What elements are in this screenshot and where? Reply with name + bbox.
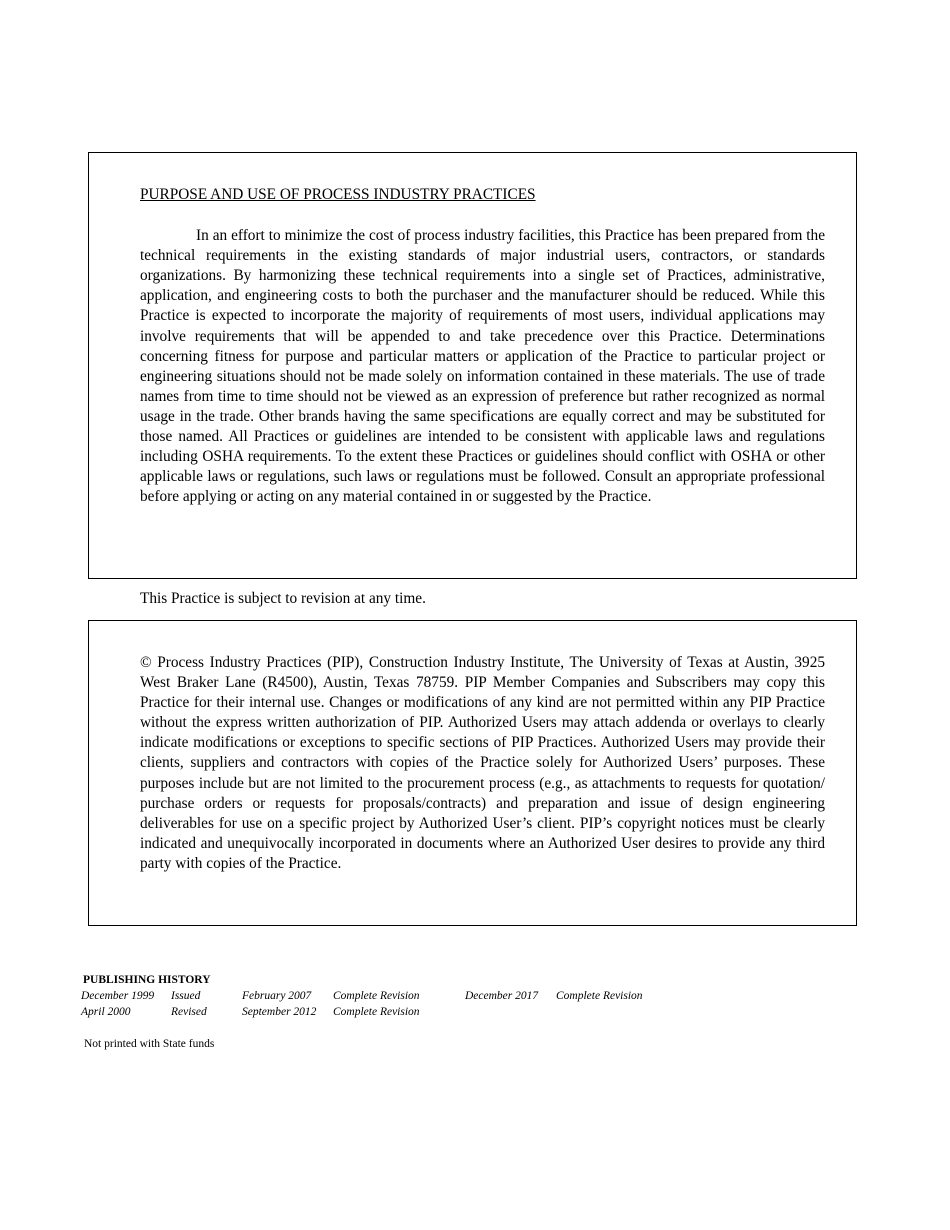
publishing-history <box>81 972 643 1020</box>
history-row <box>81 1004 420 1020</box>
history-date: December 1999 <box>81 990 155 1002</box>
history-status: Issued <box>171 990 201 1002</box>
history-row <box>81 988 643 1004</box>
history-date: December 2017 <box>465 990 539 1002</box>
history-date: April 2000 <box>81 1006 131 1018</box>
copyright-box <box>88 620 857 926</box>
history-status: Complete Revision <box>333 1006 420 1018</box>
history-status: Revised <box>171 1006 207 1018</box>
history-status: Complete Revision <box>556 990 643 1002</box>
history-date: September 2012 <box>242 1006 317 1018</box>
purpose-box <box>88 152 857 579</box>
copyright-content <box>140 653 825 874</box>
revision-note: This Practice is subject to revision at any time. <box>140 590 426 607</box>
purpose-content <box>140 185 825 507</box>
publishing-history-title: PUBLISHING HISTORY <box>83 974 211 986</box>
purpose-paragraph: In an effort to minimize the cost of process industry facilities, this Practice has been prepared from the technical requirements in the existing standards of major industrial users, contractors, or standards organizations. By harmonizing these technical requirements into a single set of Practices, administrative, application, and engineering costs to both the purchaser and the manufacturer should be reduced. While this Practice is expected to incorporate the majority of requirements of most users, individual applications may involve requirements that will be appended to and take precedence over this Practice. Determinations concerning fitness for purpose and particular matters or application of the Practice to particular project or engineering situations should not be made solely on information contained in these materials. The use of trade names from time to time should not be viewed as an expression of preference but rather recognized as normal usage in the trade. Other brands having the same specifications are equally correct and may be substituted for those named. All Practices or guidelines are intended to be consistent with applicable laws and regulations including OSHA requirements. To the extent these Practices or guidelines should conflict with OSHA or other applicable laws or regulations, such laws or regulations must be followed. Consult an appropriate professional before applying or acting on any material contained in or suggested by the Practice. <box>140 227 825 506</box>
purpose-heading: PURPOSE AND USE OF PROCESS INDUSTRY PRACTICES <box>140 186 536 203</box>
copyright-paragraph: © Process Industry Practices (PIP), Construction Industry Institute, The University of Texas at Austin, 3925 West Braker Lane (R4500), Austin, Texas 78759. PIP Member Companies and Subscribers may copy this Practice for their internal use. Changes or modifications of any kind are not permitted within any PIP Practice without the express written authorization of PIP. Authorized Users may attach addenda or overlays to clearly indicate modifications or exceptions to specific sections of PIP Practices. Authorized Users may provide their clients, suppliers and contractors with copies of the Practice solely for Authorized Users’ purposes. These purposes include but are not limited to the procurement process (e.g., as attachments to requests for quotation/ purchase orders or requests for proposals/contracts) and preparation and issue of design engineering deliverables for use on a specific project by Authorized User’s client. PIP’s copyright notices must be clearly indicated and unequivocally incorporated in documents where an Authorized User desires to provide any third party with copies of the Practice. <box>140 654 825 872</box>
history-date: February 2007 <box>242 990 312 1002</box>
funds-note: Not printed with State funds <box>84 1038 215 1050</box>
history-status: Complete Revision <box>333 990 420 1002</box>
